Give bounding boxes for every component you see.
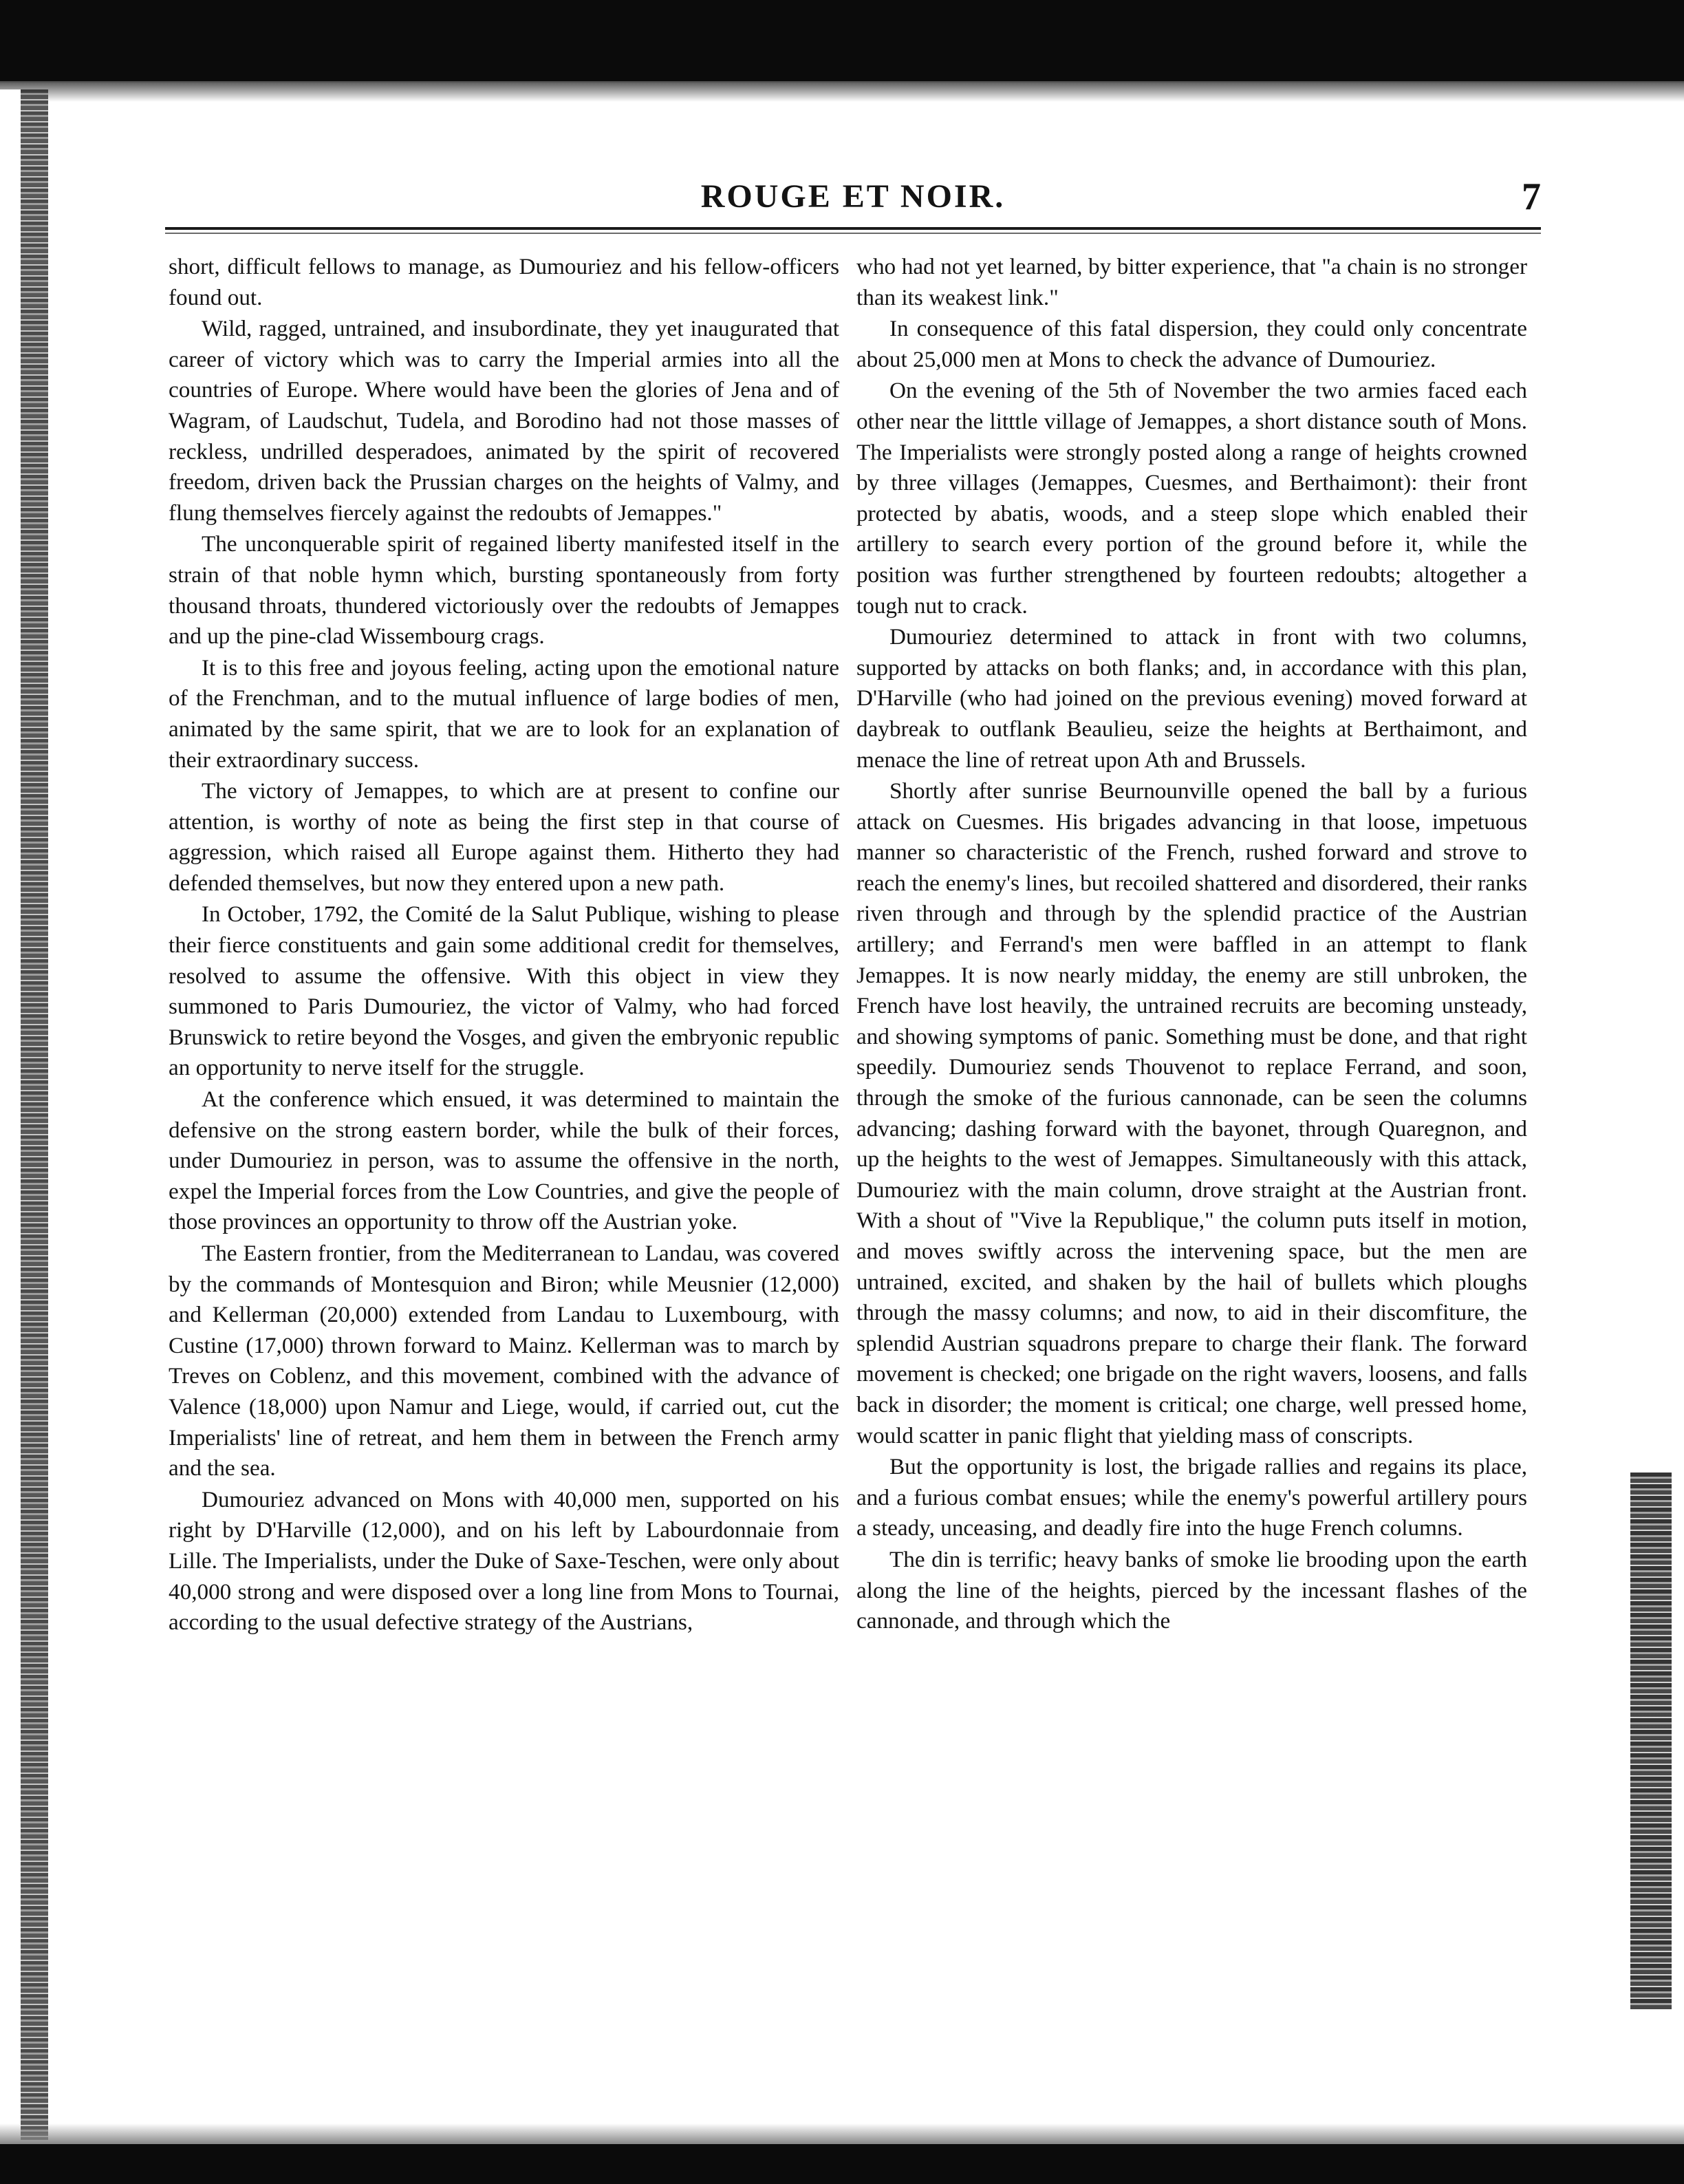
paragraph: Dumouriez advanced on Mons with 40,000 men, supported on his right by D'Harville (12,000), and on his left by Labourdonnaie from Lille. The Imperialists, under the Duke of Saxe-Teschen, were only about 40,000 strong and were disposed over a long line from Mons to Tournai, according to the usual defective strategy of the Austrians,: [169, 1486, 839, 1636]
paragraph: It is to this free and joyous feeling, acting upon the emotional nature of the Frenchman, and to the mutual influence of large bodies of men, animated by the same spirit, that we are to look for an explanation of their extraordinary success.: [169, 654, 839, 773]
scan-margin-left: [0, 89, 21, 2140]
paragraph: The Eastern frontier, from the Mediterranean to Landau, was covered by the commands of Montesquion and Biron; while Meusnier (12,000) and Kellerman (20,000) extended from Landau to Luxembourg, with Custine (17,000) thrown forward to Mainz. Kellerman was to march by Treves on Coblenz, and this movement, combined with the advance of Valence (18,000) upon Namur and Liege, would, if carried out, cut the Imperialists' line of retreat, and hem them in between the French army and the sea.: [169, 1241, 839, 1481]
scan-border-bottom: [0, 2144, 1684, 2184]
scan-shadow-bottom: [0, 2123, 1684, 2144]
scan-binding-left: [21, 89, 48, 2140]
paragraph: On the evening of the 5th of November the two armies faced each other near the litttle village of Jemappes, a short distance south of Mons. The Imperialists were strongly posted along a range of heights crowned by three villages (Jemappes, Cuesmes, and Berthaimont): their front protected by abatis, woods, and a steep slope which enabled their artillery to search every portion of the ground before it, while the position was further strengthened by fourteen redoubts; altogether a tough nut to crack.: [856, 378, 1527, 619]
scan-border-top: [0, 0, 1684, 83]
page-number: 7: [1522, 175, 1541, 218]
scan-edge-right: [1630, 1473, 1672, 2009]
paragraph: In October, 1792, the Comité de la Salut Publique, wishing to please their fierce constituents and gain some additional credit for themselves, resolved to assume the offensive. With this object in view they summoned to Paris Dumouriez, the victor of Valmy, who had forced Brunswick to retire beyond the Vosges, and given the embryonic republic an opportunity to nerve itself for the struggle.: [169, 901, 839, 1081]
paragraph: Dumouriez determined to attack in front with two columns, supported by attacks on both flanks; and, in accordance with this plan, D'Harville (who had joined on the previous evening) moved forward at daybreak to outflank Beaulieu, seize the heights at Berthaimont, and menace the line of retreat upon Ath and Brussels.: [856, 624, 1527, 773]
paragraph: Wild, ragged, untrained, and insubordinate, they yet inaugurated that career of victory which was to carry the Imperial armies into all the countries of Europe. Where would have been the glories of Jena and of Wagram, of Laudschut, Tudela, and Borodino had not those masses of reckless, undrilled desperadoes, animated by the spirit of recovered freedom, driven back the Prussian charges on the heights of Valmy, and flung themselves fiercely against the redoubts of Jemappes.": [169, 316, 839, 526]
scan-shadow-top: [0, 81, 1684, 102]
paragraph: In consequence of this fatal dispersion, they could only concentrate about 25,000 men at Mons to check the advance of Dumouriez.: [856, 316, 1527, 372]
paragraph: short, difficult fellows to manage, as Dumouriez and his fellow-officers found out.: [169, 254, 839, 310]
header-rule-secondary: [165, 233, 1541, 234]
paragraph: The unconquerable spirit of regained liberty manifested itself in the strain of that noble hymn which, bursting spontaneously from forty thousand throats, thundered victoriously over the redoubts of Jemappes and up the pine-clad Wissembourg crags.: [169, 531, 839, 650]
paragraph: Shortly after sunrise Beurnounville opened the ball by a furious attack on Cuesmes. His brigades advancing in that loose, impetuous manner so characteristic of the French, rushed forward and strove to reach the enemy's lines, but recoiled shattered and disordered, their ranks riven through and through by the splendid practice of the Austrian artillery; and Ferrand's men were baffled in an attempt to flank Jemappes. It is now nearly midday, the enemy are still unbroken, the French have lost heavily, the untrained recruits are becoming unsteady, and showing symptoms of panic. Something must be done, and that right speedily. Dumouriez sends Thouvenot to replace Ferrand, and soon, through the smoke of the furious cannonade, can be seen the columns advancing; dashing forward with the bayonet, through Quaregnon, and up the heights to the west of Jemappes. Simultaneously with this attack, Dumouriez with the main column, drove straight at the Austrian front. With a shout of "Vive la Republique," the column puts itself in motion, and moves swiftly across the intervening space, but the men are untrained, excited, and shaken by the hail of bullets which ploughs through the massy columns; and now, to aid in their discomfiture, the splendid Austrian squadrons prepare to charge their flank. The forward movement is checked; one brigade on the right wavers, loosens, and falls back in disorder; the moment is critical; one charge, well pressed home, would scatter in panic flight that yielding mass of conscripts.: [856, 778, 1527, 1448]
running-title: ROUGE ET NOIR.: [700, 178, 1006, 215]
header-rule: [165, 227, 1541, 230]
left-column: [169, 252, 839, 1639]
paragraph: who had not yet learned, by bitter experience, that "a chain is no stronger than its weakest link.": [856, 254, 1527, 310]
page-header: [165, 175, 1541, 219]
paragraph: The victory of Jemappes, to which are at present to confine our attention, is worthy of note as being the first step in that course of aggression, which raised all Europe against them. Hitherto they had defended themselves, but now they entered upon a new path.: [169, 778, 839, 896]
paragraph: The din is terrific; heavy banks of smoke lie brooding upon the earth along the line of the heights, pierced by the incessant flashes of the cannonade, and through which the: [856, 1546, 1527, 1634]
paragraph: But the opportunity is lost, the brigade rallies and regains its place, and a furious combat ensues; while the enemy's powerful artillery pours a steady, unceasing, and deadly fire into the huge French columns.: [856, 1454, 1527, 1541]
paragraph: At the conference which ensued, it was determined to maintain the defensive on the strong eastern border, while the bulk of their forces, under Dumouriez in person, was to assume the offensive in the north, expel the Imperial forces from the Low Countries, and give the people of those provinces an opportunity to throw off the Austrian yoke.: [169, 1086, 839, 1235]
right-column: [856, 252, 1527, 1638]
